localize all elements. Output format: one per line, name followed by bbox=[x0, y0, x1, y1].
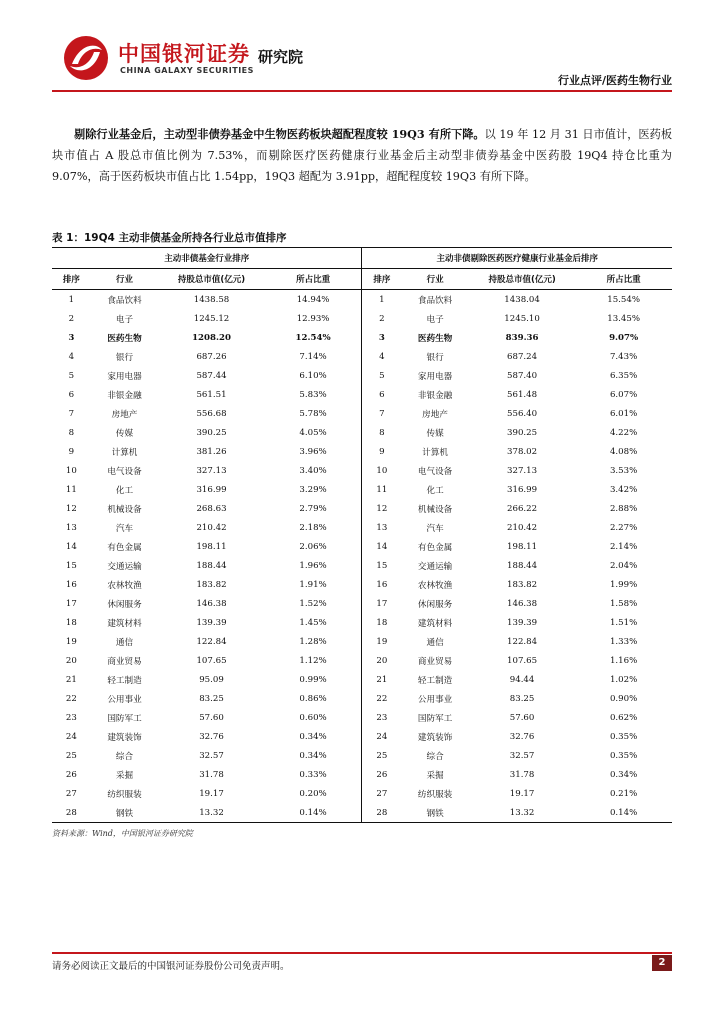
table-cell: 20 bbox=[362, 651, 401, 670]
table-cell: 1.02% bbox=[609, 674, 638, 685]
table-cell: 13.45% bbox=[607, 313, 641, 324]
table-cell: 13.32 bbox=[158, 803, 264, 823]
table-cell: 0.14% bbox=[575, 803, 672, 823]
table-cell: 587.40 bbox=[507, 370, 538, 381]
table-cell: 95.09 bbox=[199, 674, 224, 685]
table-cell: 20 bbox=[65, 655, 77, 666]
table-cell: 传媒 bbox=[115, 428, 134, 439]
table-row bbox=[52, 385, 672, 404]
table-cell: 27 bbox=[65, 788, 77, 799]
table-cell: 24 bbox=[362, 727, 401, 746]
table-cell: 汽车 bbox=[115, 523, 134, 534]
table-cell: 计算机 bbox=[111, 447, 138, 458]
table-cell: 2.14% bbox=[609, 541, 638, 552]
table-cell: 4.05% bbox=[299, 427, 327, 438]
table-cell: 13 bbox=[362, 518, 401, 537]
table-cell: 561.48 bbox=[507, 389, 538, 400]
table-cell: 银行 bbox=[426, 352, 444, 363]
table-cell: 183.82 bbox=[507, 579, 538, 590]
group-right-header: 主动非债剔除医药医疗健康行业基金后排序 bbox=[362, 248, 672, 269]
table-cell: 11 bbox=[65, 484, 77, 495]
table-cell: 家用电器 bbox=[417, 371, 453, 382]
table-cell: 1438.58 bbox=[193, 294, 230, 305]
table-cell: 146.38 bbox=[196, 598, 227, 609]
table-cell: 9 bbox=[68, 446, 75, 457]
header-divider bbox=[52, 90, 672, 92]
table-cell: 4 bbox=[362, 347, 401, 366]
table-cell: 7 bbox=[68, 408, 75, 419]
table-cell: 12.93% bbox=[296, 313, 330, 324]
table-cell: 0.90% bbox=[609, 693, 638, 704]
table-cell: 23 bbox=[362, 708, 401, 727]
table-cell: 21 bbox=[65, 674, 77, 685]
table-cell: 556.68 bbox=[196, 408, 227, 419]
table-cell: 1438.04 bbox=[504, 294, 540, 305]
table-cell: 非银金融 bbox=[107, 390, 142, 401]
table-cell: 房地产 bbox=[422, 409, 448, 420]
table-cell: 1.33% bbox=[609, 636, 638, 647]
table-cell: 139.39 bbox=[507, 617, 538, 628]
table-cell: 1208.20 bbox=[192, 332, 231, 343]
table-cell: 5.83% bbox=[299, 389, 327, 400]
table-cell: 198.11 bbox=[507, 541, 538, 552]
table-title: 表 1：19Q4 主动非债基金所持各行业总市值排序 bbox=[52, 232, 287, 244]
table-cell: 2.18% bbox=[299, 522, 327, 533]
table-cell: 综合 bbox=[115, 751, 134, 762]
table-cell: 2.88% bbox=[609, 503, 638, 514]
table-cell: 银行 bbox=[115, 352, 134, 363]
table-cell: 19 bbox=[362, 632, 401, 651]
galaxy-logo-icon bbox=[62, 34, 110, 82]
col-rank: 排序 bbox=[52, 269, 91, 290]
table-cell: 15 bbox=[65, 560, 77, 571]
table-cell: 电子 bbox=[115, 314, 134, 325]
table-row bbox=[52, 309, 672, 328]
table-cell: 建筑材料 bbox=[417, 618, 453, 629]
table-cell: 2 bbox=[362, 309, 401, 328]
col-share-right: 所占比重 bbox=[575, 269, 672, 290]
table-cell: 有色金属 bbox=[417, 542, 453, 553]
table-cell: 0.34% bbox=[299, 750, 327, 761]
table-cell: 17 bbox=[362, 594, 401, 613]
footer-divider bbox=[52, 952, 672, 954]
table-cell: 有色金属 bbox=[107, 542, 142, 553]
table-cell: 化工 bbox=[426, 485, 444, 496]
table-cell: 汽车 bbox=[426, 523, 444, 534]
table-cell: 公用事业 bbox=[417, 694, 453, 705]
table-cell: 83.25 bbox=[509, 693, 535, 704]
table-cell: 1.91% bbox=[299, 579, 327, 590]
table-cell: 国防军工 bbox=[417, 713, 453, 724]
table-cell: 381.26 bbox=[196, 446, 227, 457]
table-row bbox=[52, 746, 672, 765]
table-cell: 188.44 bbox=[507, 560, 538, 571]
table-cell: 19.17 bbox=[199, 788, 224, 799]
table-row bbox=[52, 461, 672, 480]
table-cell: 1245.10 bbox=[504, 313, 540, 324]
table-cell: 医药生物 bbox=[417, 333, 453, 344]
table-cell: 28 bbox=[362, 803, 401, 823]
table-cell: 13 bbox=[65, 522, 77, 533]
table-cell: 2.04% bbox=[609, 560, 638, 571]
data-source: 资料来源：Wind，中国银河证券研究院 bbox=[52, 829, 193, 838]
table-cell: 32.57 bbox=[509, 750, 535, 761]
table-cell: 122.84 bbox=[507, 636, 538, 647]
brand-institute: 研究院 bbox=[258, 48, 304, 66]
table-cell: 4.22% bbox=[609, 427, 638, 438]
table-cell: 6.07% bbox=[609, 389, 638, 400]
table-cell: 32.76 bbox=[509, 731, 535, 742]
table-cell: 327.13 bbox=[196, 465, 227, 476]
table-cell: 10 bbox=[65, 465, 77, 476]
industry-ranking-table bbox=[52, 247, 672, 823]
table-cell: 210.42 bbox=[507, 522, 538, 533]
table-cell: 687.26 bbox=[196, 351, 227, 362]
table-cell: 32.76 bbox=[199, 731, 224, 742]
table-cell: 休闲服务 bbox=[107, 599, 142, 610]
table-cell: 建筑材料 bbox=[107, 618, 142, 629]
table-cell: 钢铁 bbox=[91, 803, 159, 823]
table-row bbox=[52, 366, 672, 385]
table-cell: 9 bbox=[362, 442, 401, 461]
table-cell: 5 bbox=[68, 370, 75, 381]
table-cell: 19 bbox=[65, 636, 77, 647]
table-row bbox=[52, 575, 672, 594]
table-group-header bbox=[52, 248, 672, 269]
table-cell: 6 bbox=[362, 385, 401, 404]
table-cell: 建筑装饰 bbox=[107, 732, 142, 743]
table-cell: 3.40% bbox=[299, 465, 327, 476]
table-cell: 16 bbox=[65, 579, 77, 590]
group-left-header: 主动非债基金行业排序 bbox=[52, 248, 362, 269]
table-cell: 15 bbox=[362, 556, 401, 575]
table-cell: 13.32 bbox=[469, 803, 575, 823]
table-cell: 12 bbox=[362, 499, 401, 518]
table-row bbox=[52, 784, 672, 803]
page-number: 2 bbox=[652, 955, 672, 971]
col-share: 所占比重 bbox=[265, 269, 362, 290]
table-cell: 4 bbox=[68, 351, 75, 362]
table-cell: 0.33% bbox=[299, 769, 327, 780]
table-cell: 电子 bbox=[426, 314, 444, 325]
table-row bbox=[52, 556, 672, 575]
table-cell: 0.60% bbox=[299, 712, 327, 723]
table-row bbox=[52, 651, 672, 670]
table-cell: 3.53% bbox=[609, 465, 638, 476]
table-cell: 食品饮料 bbox=[107, 295, 142, 306]
table-row bbox=[52, 347, 672, 366]
table-cell: 19.17 bbox=[509, 788, 535, 799]
table-cell: 12.54% bbox=[295, 332, 331, 343]
table-cell: 11 bbox=[362, 480, 401, 499]
table-row bbox=[52, 423, 672, 442]
table-cell: 0.20% bbox=[299, 788, 327, 799]
table-row bbox=[52, 442, 672, 461]
table-row bbox=[52, 537, 672, 556]
disclaimer-note: 请务必阅读正文最后的中国银河证券股份公司免责声明。 bbox=[52, 961, 290, 972]
table-cell: 6.01% bbox=[609, 408, 638, 419]
table-cell: 0.34% bbox=[609, 769, 638, 780]
col-rank-right: 排序 bbox=[362, 269, 401, 290]
table-cell: 0.35% bbox=[609, 731, 638, 742]
table-cell: 医药生物 bbox=[107, 333, 142, 344]
table-cell: 电气设备 bbox=[417, 466, 453, 477]
table-cell: 6 bbox=[68, 389, 75, 400]
table-cell: 14 bbox=[362, 537, 401, 556]
table-cell: 建筑装饰 bbox=[417, 732, 453, 743]
table-cell: 21 bbox=[362, 670, 401, 689]
table-cell: 107.65 bbox=[196, 655, 227, 666]
table-row bbox=[52, 670, 672, 689]
col-industry: 行业 bbox=[91, 269, 159, 290]
table-cell: 商业贸易 bbox=[417, 656, 453, 667]
table-cell: 纺织服装 bbox=[107, 789, 142, 800]
table-cell: 26 bbox=[362, 765, 401, 784]
table-cell: 26 bbox=[65, 769, 77, 780]
table-cell: 14 bbox=[65, 541, 77, 552]
table-cell: 1.99% bbox=[609, 579, 638, 590]
table-cell: 32.57 bbox=[199, 750, 224, 761]
table-cell: 107.65 bbox=[507, 655, 538, 666]
table-cell: 食品饮料 bbox=[417, 295, 453, 306]
table-cell: 1.51% bbox=[609, 617, 638, 628]
table-row bbox=[52, 613, 672, 632]
table-cell: 17 bbox=[65, 598, 77, 609]
table-cell: 10 bbox=[362, 461, 401, 480]
table-cell: 采掘 bbox=[115, 770, 134, 781]
table-cell: 390.25 bbox=[507, 427, 538, 438]
table-cell: 机械设备 bbox=[107, 504, 142, 515]
table-cell: 钢铁 bbox=[401, 803, 469, 823]
report-category: 行业点评/医药生物行业 bbox=[557, 74, 672, 87]
table-cell: 1.12% bbox=[299, 655, 327, 666]
table-cell: 农林牧渔 bbox=[107, 580, 142, 591]
table-row bbox=[52, 518, 672, 537]
table-cell: 0.14% bbox=[265, 803, 362, 823]
table-cell: 6.35% bbox=[609, 370, 638, 381]
summary-paragraph bbox=[52, 124, 672, 187]
table-cell: 公用事业 bbox=[107, 694, 142, 705]
table-cell: 交通运输 bbox=[417, 561, 453, 572]
brand-name-cn: 中国银河证券 bbox=[118, 42, 250, 66]
table-cell: 3.29% bbox=[299, 484, 327, 495]
table-cell: 31.78 bbox=[509, 769, 535, 780]
table-cell: 16 bbox=[362, 575, 401, 594]
table-cell: 12 bbox=[65, 503, 77, 514]
table-cell: 通信 bbox=[115, 637, 134, 648]
table-row bbox=[52, 480, 672, 499]
table-cell: 1 bbox=[68, 294, 75, 305]
table-cell: 94.44 bbox=[509, 674, 535, 685]
table-cell: 378.02 bbox=[507, 446, 538, 457]
table-cell: 9.07% bbox=[609, 332, 639, 343]
table-cell: 15.54% bbox=[607, 294, 641, 305]
table-cell: 28 bbox=[52, 803, 91, 823]
table-cell: 57.60 bbox=[509, 712, 535, 723]
table-cell: 7.14% bbox=[299, 351, 327, 362]
table-cell: 327.13 bbox=[507, 465, 538, 476]
table-cell: 轻工制造 bbox=[417, 675, 453, 686]
table-cell: 1.16% bbox=[609, 655, 638, 666]
table-row bbox=[52, 803, 672, 823]
table-cell: 交通运输 bbox=[107, 561, 142, 572]
table-cell: 3 bbox=[362, 328, 401, 347]
table-row bbox=[52, 404, 672, 423]
table-cell: 31.78 bbox=[199, 769, 224, 780]
table-cell: 1.96% bbox=[299, 560, 327, 571]
table-cell: 0.62% bbox=[609, 712, 638, 723]
table-cell: 2.27% bbox=[609, 522, 638, 533]
table-cell: 1.58% bbox=[609, 598, 638, 609]
table-cell: 电气设备 bbox=[107, 466, 142, 477]
table-cell: 7 bbox=[362, 404, 401, 423]
table-cell: 0.34% bbox=[299, 731, 327, 742]
table-cell: 机械设备 bbox=[417, 504, 453, 515]
table-cell: 8 bbox=[68, 427, 75, 438]
table-row bbox=[52, 328, 672, 347]
table-cell: 计算机 bbox=[422, 447, 448, 458]
table-cell: 0.35% bbox=[609, 750, 638, 761]
table-cell: 198.11 bbox=[196, 541, 227, 552]
table-row bbox=[52, 727, 672, 746]
page-header bbox=[0, 0, 724, 100]
table-cell: 商业贸易 bbox=[107, 656, 142, 667]
table-cell: 2 bbox=[68, 313, 75, 324]
table-cell: 25 bbox=[362, 746, 401, 765]
table-cell: 27 bbox=[362, 784, 401, 803]
table-row bbox=[52, 765, 672, 784]
table-cell: 18 bbox=[362, 613, 401, 632]
table-cell: 316.99 bbox=[507, 484, 538, 495]
table-cell: 房地产 bbox=[111, 409, 138, 420]
table-cell: 210.42 bbox=[196, 522, 227, 533]
table-cell: 休闲服务 bbox=[417, 599, 453, 610]
table-cell: 24 bbox=[65, 731, 77, 742]
table-cell: 3.96% bbox=[299, 446, 327, 457]
table-cell: 化工 bbox=[115, 485, 134, 496]
table-cell: 家用电器 bbox=[107, 371, 142, 382]
table-row bbox=[52, 708, 672, 727]
table-row bbox=[52, 499, 672, 518]
table-cell: 0.21% bbox=[609, 788, 638, 799]
table-cell: 5.78% bbox=[299, 408, 327, 419]
table-cell: 139.39 bbox=[196, 617, 227, 628]
table-cell: 18 bbox=[65, 617, 77, 628]
table-cell: 83.25 bbox=[199, 693, 224, 704]
table-row bbox=[52, 594, 672, 613]
table-cell: 1245.12 bbox=[193, 313, 230, 324]
table-cell: 25 bbox=[65, 750, 77, 761]
table-cell: 5 bbox=[362, 366, 401, 385]
table-cell: 传媒 bbox=[426, 428, 444, 439]
table-cell: 122.84 bbox=[196, 636, 227, 647]
table-cell: 23 bbox=[65, 712, 77, 723]
table-cell: 146.38 bbox=[507, 598, 538, 609]
table-cell: 3.42% bbox=[609, 484, 638, 495]
table-cell: 通信 bbox=[426, 637, 444, 648]
table-cell: 采掘 bbox=[426, 770, 444, 781]
table-row bbox=[52, 689, 672, 708]
table-cell: 316.99 bbox=[196, 484, 227, 495]
table-cell: 2.06% bbox=[299, 541, 327, 552]
table-cell: 188.44 bbox=[196, 560, 227, 571]
table-cell: 1.28% bbox=[299, 636, 327, 647]
col-market-value: 持股总市值(亿元) bbox=[158, 269, 264, 290]
table-cell: 3 bbox=[68, 332, 75, 343]
table-cell: 国防军工 bbox=[107, 713, 142, 724]
summary-text: 以 19 年 12 月 31 日市值计，医药板块市值占 A 股总市值比例为 7.53%，而剔除医疗医药健康行业基金后主动型非债券基金中医药股 19Q4 持仓比重为 9.07%，高于医药板块市值占比 1.54pp，19Q3 超配为 3.91pp，超配程度较 19Q3 有所下降。 bbox=[52, 128, 673, 183]
table-cell: 22 bbox=[65, 693, 77, 704]
table-cell: 390.25 bbox=[196, 427, 227, 438]
table-row bbox=[52, 632, 672, 651]
table-cell: 183.82 bbox=[196, 579, 227, 590]
table-cell: 2.79% bbox=[299, 503, 327, 514]
table-cell: 587.44 bbox=[196, 370, 227, 381]
col-industry-right: 行业 bbox=[401, 269, 469, 290]
table-cell: 8 bbox=[362, 423, 401, 442]
table-cell: 57.60 bbox=[199, 712, 224, 723]
table-cell: 非银金融 bbox=[417, 390, 453, 401]
table-cell: 687.24 bbox=[507, 351, 538, 362]
table-cell: 综合 bbox=[426, 751, 444, 762]
summary-lead: 剔除行业基金后，主动型非债券基金中生物医药板块超配程度较 19Q3 有所下降。 bbox=[74, 127, 485, 141]
table-cell: 4.08% bbox=[609, 446, 638, 457]
table-cell: 839.36 bbox=[505, 332, 539, 343]
table-cell: 0.99% bbox=[299, 674, 327, 685]
table-cell: 农林牧渔 bbox=[417, 580, 453, 591]
table-cell: 14.94% bbox=[296, 294, 330, 305]
table-row bbox=[52, 290, 672, 310]
table-cell: 268.63 bbox=[196, 503, 227, 514]
table-cell: 6.10% bbox=[299, 370, 327, 381]
table-cell: 纺织服装 bbox=[417, 789, 453, 800]
table-cell: 556.40 bbox=[507, 408, 538, 419]
table-cell: 1 bbox=[362, 290, 401, 310]
table-cell: 561.51 bbox=[196, 389, 227, 400]
table-cell: 0.86% bbox=[299, 693, 327, 704]
table-cell: 7.43% bbox=[609, 351, 638, 362]
table-cell: 1.45% bbox=[299, 617, 327, 628]
table-column-header bbox=[52, 269, 672, 290]
col-market-value-right: 持股总市值(亿元) bbox=[469, 269, 575, 290]
table-cell: 22 bbox=[362, 689, 401, 708]
brand-name-en: CHINA GALAXY SECURITIES bbox=[120, 66, 254, 75]
table-cell: 1.52% bbox=[299, 598, 327, 609]
table-cell: 轻工制造 bbox=[107, 675, 142, 686]
table-cell: 266.22 bbox=[507, 503, 538, 514]
